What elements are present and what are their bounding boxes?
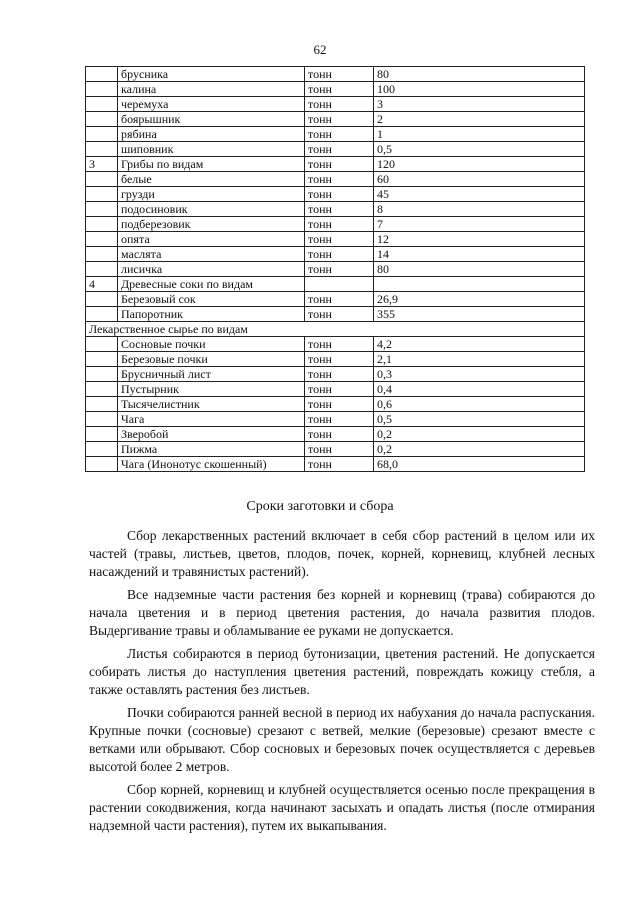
row-number	[86, 82, 118, 97]
row-number	[86, 112, 118, 127]
row-number	[86, 397, 118, 412]
value-cell	[374, 277, 585, 292]
row-number	[86, 367, 118, 382]
value-cell: 7	[374, 217, 585, 232]
table-row	[86, 382, 585, 397]
item-name: рябина	[118, 127, 305, 142]
item-name: Березовые почки	[118, 352, 305, 367]
table-row	[86, 82, 585, 97]
value-cell: 45	[374, 187, 585, 202]
row-number	[86, 442, 118, 457]
value-cell: 2	[374, 112, 585, 127]
paragraph: Почки собираются ранней весной в период их набухания до начала распускания. Крупные почки (сосновые) срезают с ветвей, мелкие (березовые) срезают вместе с ветками или обрывают. Сбор сосновых и березовых почек осуществляется с деревьев высотой более 2 метров.	[89, 705, 595, 774]
row-number	[86, 457, 118, 472]
unit-cell: тонн	[305, 142, 374, 157]
value-cell: 26,9	[374, 292, 585, 307]
item-name: Папоротник	[118, 307, 305, 322]
row-number	[86, 97, 118, 112]
value-cell: 12	[374, 232, 585, 247]
table-row	[86, 112, 585, 127]
table-row	[86, 292, 585, 307]
item-name: Брусничный лист	[118, 367, 305, 382]
value-cell: 120	[374, 157, 585, 172]
table-row	[86, 322, 585, 337]
item-name: Пустырник	[118, 382, 305, 397]
row-number: 3	[86, 157, 118, 172]
unit-cell: тонн	[305, 82, 374, 97]
table-row	[86, 442, 585, 457]
table-row	[86, 262, 585, 277]
value-cell: 100	[374, 82, 585, 97]
paragraph: Сбор лекарственных растений включает в себя сбор растений в целом или их частей (травы, листьев, цветов, плодов, почек, корней, корневищ, клубней лесных насаждений и травянистых растений).	[89, 528, 595, 579]
page-number: 62	[313, 42, 327, 57]
paragraph: Все надземные части растения без корней и корневищ (трава) собираются до начала цветения и в период цветения растения, до начала развития плодов. Выдергивание травы и обламывание ее руками не допускается.	[89, 587, 595, 638]
table-row	[86, 277, 585, 292]
table-body	[86, 67, 585, 472]
unit-cell: тонн	[305, 247, 374, 262]
table-row	[86, 427, 585, 442]
value-cell: 14	[374, 247, 585, 262]
item-name: шиповник	[118, 142, 305, 157]
value-cell: 4,2	[374, 337, 585, 352]
item-name: опята	[118, 232, 305, 247]
item-name: Зверобой	[118, 427, 305, 442]
item-name: калина	[118, 82, 305, 97]
row-number	[86, 127, 118, 142]
unit-cell: тонн	[305, 187, 374, 202]
row-number	[86, 412, 118, 427]
value-cell: 1	[374, 127, 585, 142]
table-row	[86, 172, 585, 187]
unit-cell: тонн	[305, 427, 374, 442]
value-cell: 68,0	[374, 457, 585, 472]
item-name: лисичка	[118, 262, 305, 277]
table-row	[86, 202, 585, 217]
table-row	[86, 367, 585, 382]
table-row	[86, 352, 585, 367]
row-number	[86, 232, 118, 247]
item-name: подосиновик	[118, 202, 305, 217]
row-number	[86, 187, 118, 202]
unit-cell: тонн	[305, 442, 374, 457]
paragraph: Сбор корней, корневищ и клубней осуществляется осенью после прекращения в растении сокодвижения, когда начинают засыхать и опадать листья (после отмирания надземной части растения), путем их выкапывания.	[89, 782, 595, 833]
row-number	[86, 247, 118, 262]
item-name: Березовый сок	[118, 292, 305, 307]
unit-cell: тонн	[305, 67, 374, 82]
unit-cell: тонн	[305, 457, 374, 472]
value-cell: 60	[374, 172, 585, 187]
table-row	[86, 142, 585, 157]
item-name: Пижма	[118, 442, 305, 457]
item-name: Древесные соки по видам	[118, 277, 305, 292]
unit-cell: тонн	[305, 232, 374, 247]
unit-cell: тонн	[305, 127, 374, 142]
item-name: боярышник	[118, 112, 305, 127]
unit-cell: тонн	[305, 112, 374, 127]
item-name: Тысячелистник	[118, 397, 305, 412]
table-section-header: Лекарственное сырье по видам	[86, 322, 585, 337]
unit-cell: тонн	[305, 337, 374, 352]
row-number	[86, 172, 118, 187]
value-cell: 0,6	[374, 397, 585, 412]
harvest-volume-table	[85, 66, 585, 472]
value-cell: 8	[374, 202, 585, 217]
row-number	[86, 427, 118, 442]
item-name: черемуха	[118, 97, 305, 112]
table-row	[86, 187, 585, 202]
unit-cell: тонн	[305, 307, 374, 322]
item-name: Грибы по видам	[118, 157, 305, 172]
value-cell: 2,1	[374, 352, 585, 367]
value-cell: 80	[374, 262, 585, 277]
unit-cell: тонн	[305, 412, 374, 427]
unit-cell: тонн	[305, 172, 374, 187]
unit-cell: тонн	[305, 367, 374, 382]
unit-cell	[305, 277, 374, 292]
value-cell: 0,5	[374, 142, 585, 157]
row-number	[86, 307, 118, 322]
table-row	[86, 157, 585, 172]
row-number	[86, 67, 118, 82]
row-number	[86, 202, 118, 217]
unit-cell: тонн	[305, 217, 374, 232]
unit-cell: тонн	[305, 292, 374, 307]
table-row	[86, 127, 585, 142]
unit-cell: тонн	[305, 202, 374, 217]
table-row	[86, 247, 585, 262]
body-text	[89, 527, 595, 840]
row-number	[86, 142, 118, 157]
section-title: Сроки заготовки и сбора	[246, 499, 394, 514]
unit-cell: тонн	[305, 157, 374, 172]
row-number	[86, 217, 118, 232]
row-number: 4	[86, 277, 118, 292]
value-cell: 0,3	[374, 367, 585, 382]
unit-cell: тонн	[305, 397, 374, 412]
item-name: брусника	[118, 67, 305, 82]
value-cell: 0,4	[374, 382, 585, 397]
item-name: грузди	[118, 187, 305, 202]
table-row	[86, 97, 585, 112]
item-name: Чага (Инонотус скошенный)	[118, 457, 305, 472]
table-row	[86, 67, 585, 82]
row-number	[86, 262, 118, 277]
row-number	[86, 292, 118, 307]
item-name: маслята	[118, 247, 305, 262]
table-row	[86, 232, 585, 247]
table-row	[86, 217, 585, 232]
table-row	[86, 337, 585, 352]
table-row	[86, 397, 585, 412]
value-cell: 0,2	[374, 427, 585, 442]
unit-cell: тонн	[305, 352, 374, 367]
value-cell: 355	[374, 307, 585, 322]
row-number	[86, 337, 118, 352]
item-name: Сосновые почки	[118, 337, 305, 352]
paragraph: Листья собираются в период бутонизации, цветения растений. Не допускается собирать листья до наступления цветения растений, повреждать кожицу стебля, а также оставлять растения без листьев.	[89, 646, 595, 697]
value-cell: 0,5	[374, 412, 585, 427]
table-row	[86, 412, 585, 427]
row-number	[86, 382, 118, 397]
value-cell: 3	[374, 97, 585, 112]
item-name: подберезовик	[118, 217, 305, 232]
table-row	[86, 457, 585, 472]
table-row	[86, 307, 585, 322]
unit-cell: тонн	[305, 382, 374, 397]
value-cell: 80	[374, 67, 585, 82]
item-name: Чага	[118, 412, 305, 427]
row-number	[86, 352, 118, 367]
value-cell: 0,2	[374, 442, 585, 457]
unit-cell: тонн	[305, 97, 374, 112]
unit-cell: тонн	[305, 262, 374, 277]
item-name: белые	[118, 172, 305, 187]
